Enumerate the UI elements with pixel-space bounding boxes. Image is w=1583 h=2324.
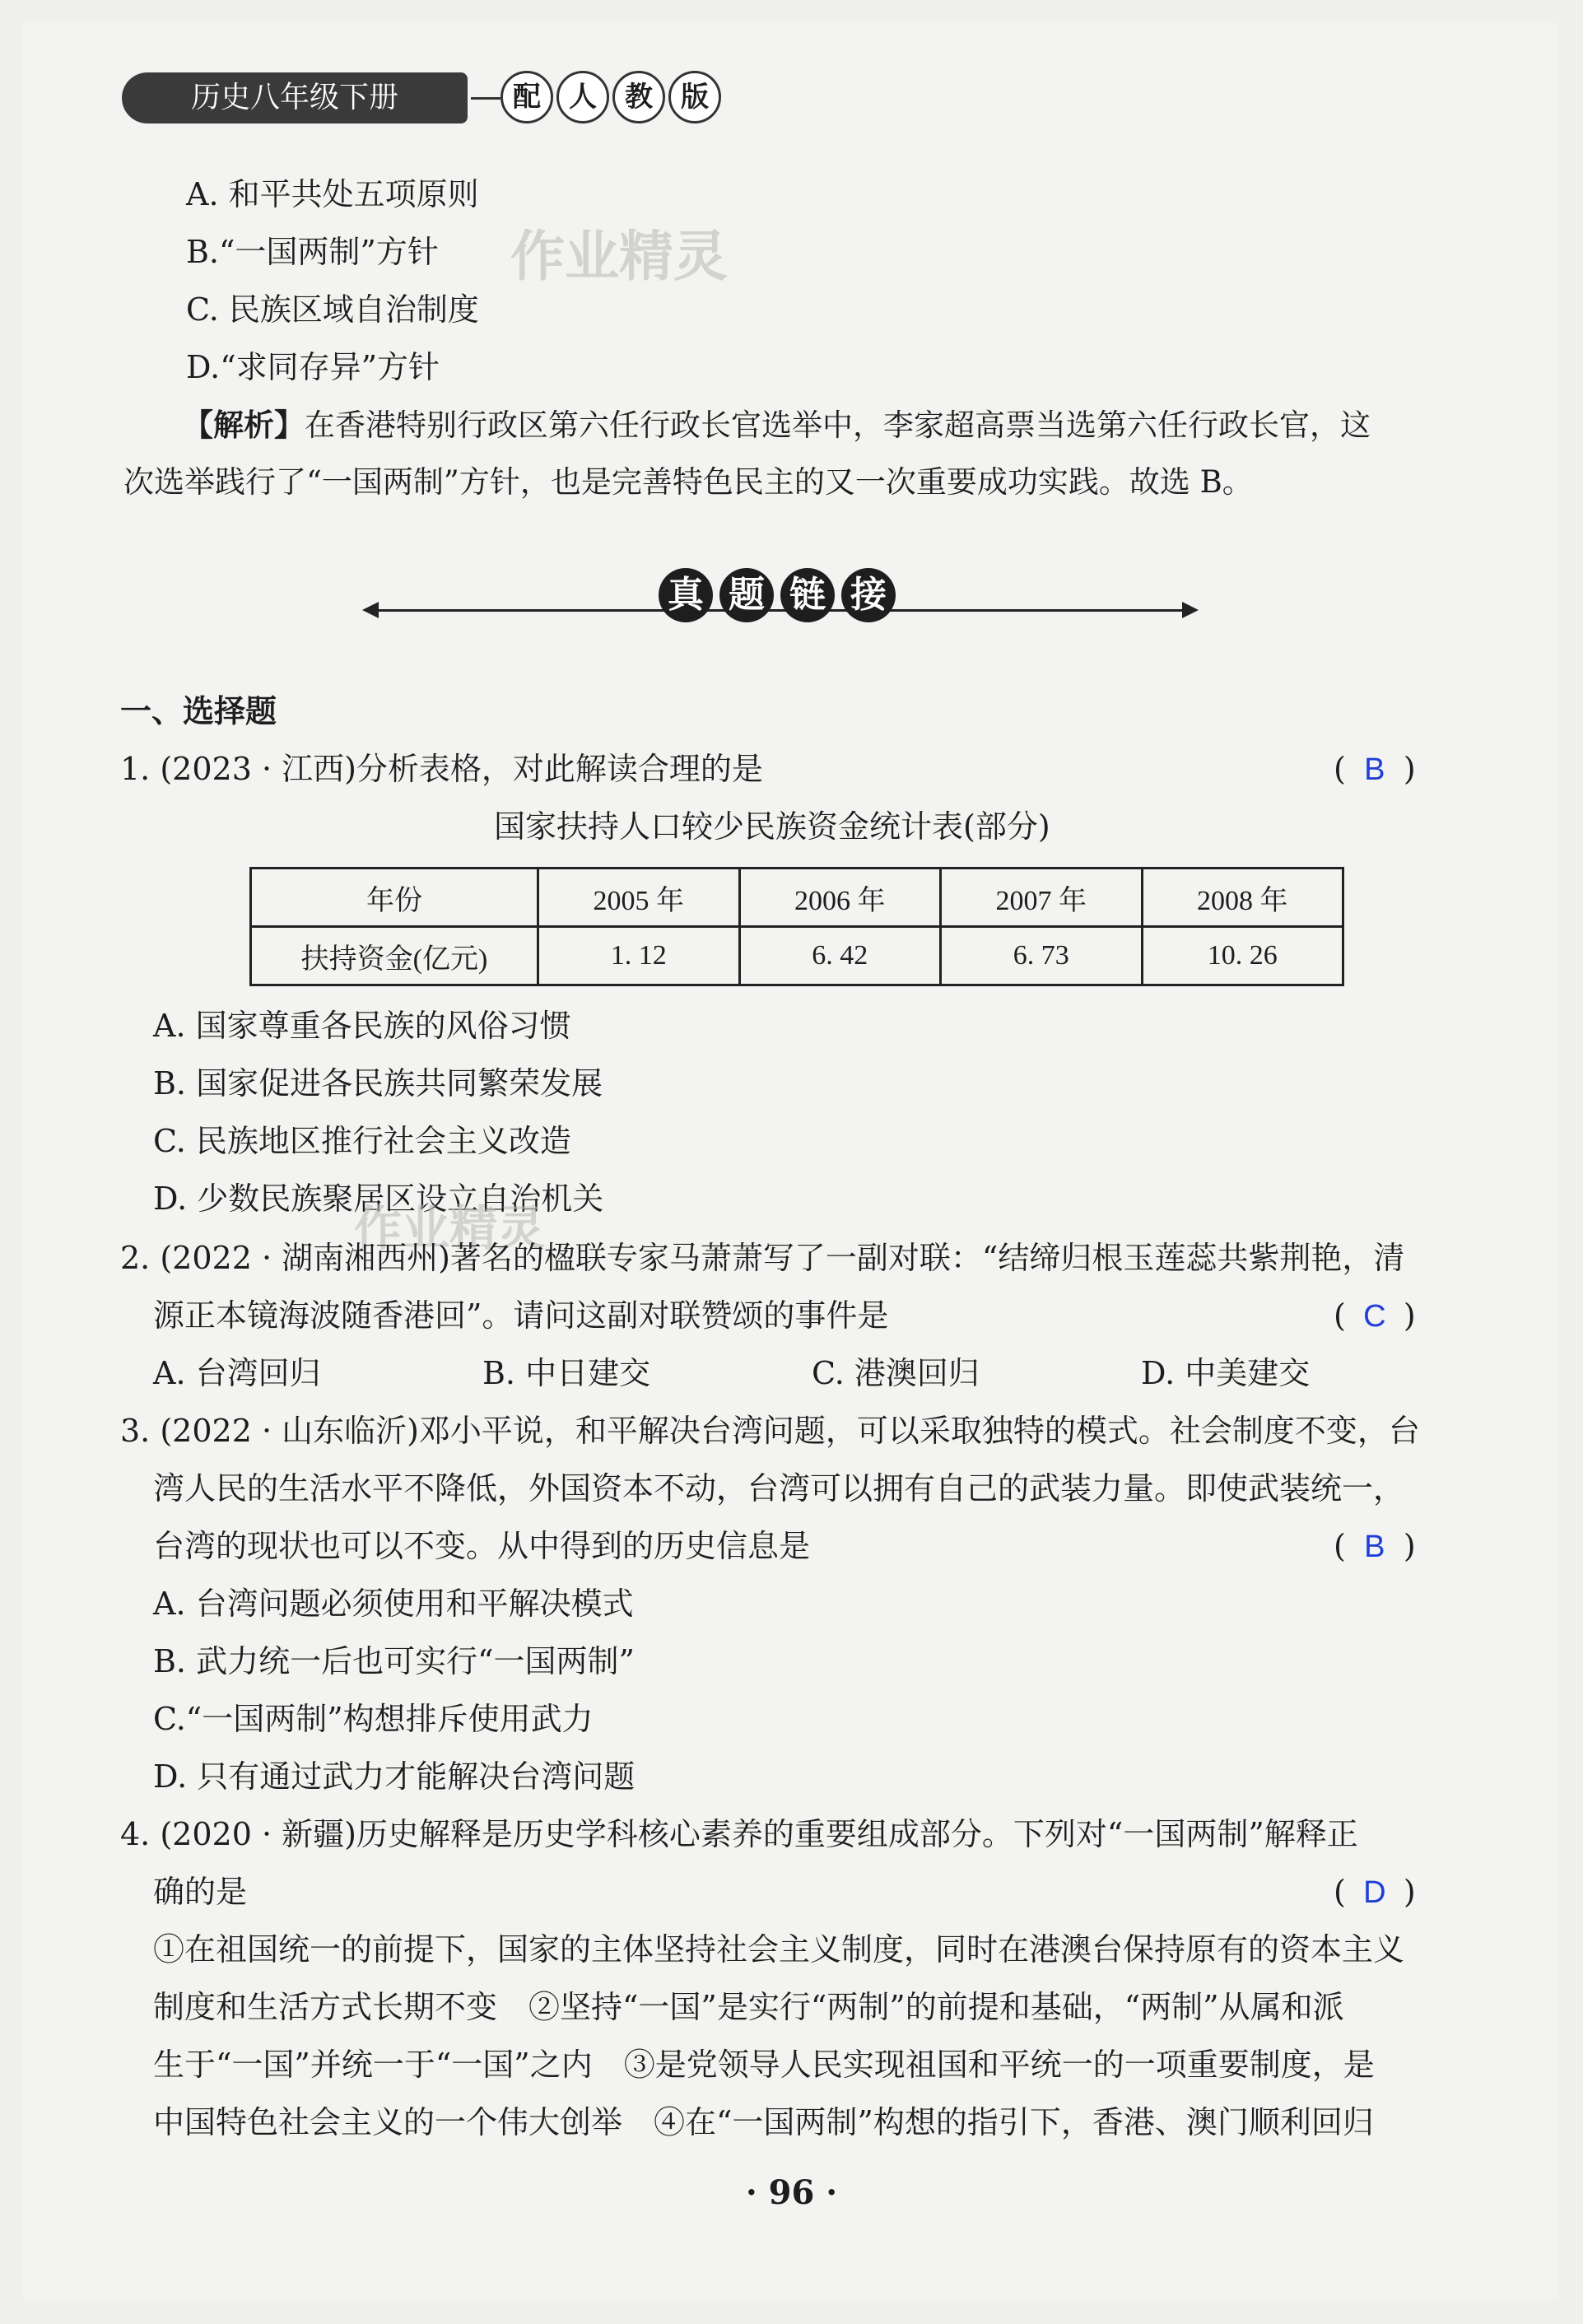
q2-option-a: A. 台湾回归 [153, 1355, 321, 1391]
banner-arrow-right-icon [1182, 602, 1199, 618]
q4-body-line: ①在祖国统一的前提下，国家的主体坚持社会主义制度，同时在港澳台保持原有的资本主义 [153, 1931, 1405, 1968]
q3-option-a: A. 台湾问题必须使用和平解决模式 [153, 1586, 634, 1622]
analysis-line-2: 次选举践行了“一国两制”方针，也是完善特色民主的又一次重要成功实践。故选 B。 [123, 464, 1253, 500]
q3-line-1: 3. (2022 · 山东临沂)邓小平说，和平解决台湾问题，可以采取独特的模式。社会制度不变，台 [120, 1413, 1420, 1449]
table-cell: 1. 12 [538, 927, 740, 985]
prev-option-c: C. 民族区域自治制度 [186, 291, 479, 328]
q4-body-line: 制度和生活方式长期不变 ②坚持“一国”是实行“两制”的前提和基础，“两制”从属和派 [153, 1989, 1344, 2025]
q2-option-b: B. 中日建交 [482, 1355, 651, 1391]
table-header-cell: 年份 [251, 869, 538, 927]
q3-answer-letter: B [1364, 1530, 1385, 1564]
prev-option-d: D.“求同存异”方针 [186, 349, 440, 385]
analysis-line-1: 在香港特别行政区第六任行政长官选举中，李家超高票当选第六任行政长官，这 [305, 408, 1371, 443]
edition-char: 人 [556, 71, 609, 123]
q1-option-a: A. 国家尊重各民族的风俗习惯 [153, 1008, 571, 1044]
edition-char: 版 [668, 71, 721, 123]
q2-option-d: D. 中美建交 [1141, 1355, 1311, 1391]
q1-option-d: D. 少数民族聚居区设立自治机关 [153, 1181, 604, 1217]
header-connector [471, 97, 501, 100]
edition-char: 配 [501, 71, 553, 123]
table-cell: 6. 73 [941, 927, 1143, 985]
q1-answer: ( B ) [1334, 747, 1416, 791]
watermark: 作业精灵 [354, 1200, 546, 1256]
banner-char: 接 [841, 568, 896, 622]
prev-option-b: B.“一国两制”方针 [186, 234, 439, 270]
q4-answer: ( D ) [1334, 1870, 1416, 1914]
banner-char: 真 [659, 568, 713, 622]
q1-stem: 1. (2023 · 江西)分析表格，对此解读合理的是 [120, 751, 763, 787]
q1-table-title: 国家扶持人口较少民族资金统计表(部分) [494, 808, 1050, 845]
table-header-cell: 2008 年 [1142, 869, 1343, 927]
banner-char: 链 [780, 568, 835, 622]
banner-arrow-left-icon [362, 602, 379, 618]
table-row-label: 扶持资金(亿元) [251, 927, 538, 985]
q4-body-line: 生于“一国”并统一于“一国”之内 ③是党领导人民实现祖国和平统一的一项重要制度，是 [153, 2047, 1375, 2083]
analysis-tag: 【解析】 [183, 407, 305, 443]
analysis-paragraph [183, 403, 1371, 447]
q1-option-c: C. 民族地区推行社会主义改造 [153, 1123, 571, 1159]
table-cell: 6. 42 [739, 927, 941, 985]
q3-line-3: 台湾的现状也可以不变。从中得到的历史信息是 [153, 1528, 811, 1564]
q4-body-line: 中国特色社会主义的一个伟大创举 ④在“一国两制”构想的指引下，香港、澳门顺利回归 [153, 2104, 1374, 2140]
banner-char: 题 [719, 568, 774, 622]
q3-option-d: D. 只有通过武力才能解决台湾问题 [153, 1758, 636, 1795]
q3-option-c: C.“一国两制”构想排斥使用武力 [153, 1701, 594, 1737]
q2-option-c: C. 港澳回归 [812, 1355, 980, 1391]
section-banner [659, 568, 896, 622]
q1-funding-table [249, 867, 1344, 986]
q2-line-1: 2. (2022 · 湖南湘西州)著名的楹联专家马萧萧写了一副对联：“结缔归根玉莲蕊共紫荆艳，清 [120, 1240, 1405, 1276]
watermark: 作业精灵 [510, 225, 728, 288]
q2-line-2: 源正本镜海波随香港回”。请问这副对联赞颂的事件是 [153, 1297, 889, 1334]
table-header-cell: 2006 年 [739, 869, 941, 927]
table-header-row [251, 869, 1343, 927]
edition-badges [501, 71, 721, 123]
q1-option-b: B. 国家促进各民族共同繁荣发展 [153, 1065, 603, 1101]
table-cell: 10. 26 [1142, 927, 1343, 985]
q3-answer: ( B ) [1334, 1525, 1416, 1568]
edition-char: 教 [612, 71, 665, 123]
prev-option-a: A. 和平共处五项原则 [186, 176, 479, 212]
q4-line-1: 4. (2020 · 新疆)历史解释是历史学科核心素养的重要组成部分。下列对“一国两制”解释正 [120, 1816, 1358, 1852]
q4-answer-letter: D [1363, 1875, 1386, 1910]
page-number: · 96 · [745, 2173, 838, 2212]
q3-option-b: B. 武力统一后也可实行“一国两制” [153, 1643, 635, 1679]
q3-line-2: 湾人民的生活水平不降低，外国资本不动，台湾可以拥有自己的武装力量。即使武装统一， [153, 1470, 1405, 1507]
table-header-cell: 2005 年 [538, 869, 740, 927]
q1-answer-letter: B [1364, 752, 1385, 787]
q2-answer-letter: C [1363, 1299, 1386, 1334]
table-header-cell: 2007 年 [941, 869, 1143, 927]
section-title: 一、选择题 [120, 693, 277, 729]
book-title-badge: 历史八年级下册 [122, 72, 468, 123]
q4-line-2: 确的是 [153, 1874, 248, 1910]
q2-answer: ( C ) [1334, 1294, 1416, 1338]
table-row [251, 927, 1343, 985]
